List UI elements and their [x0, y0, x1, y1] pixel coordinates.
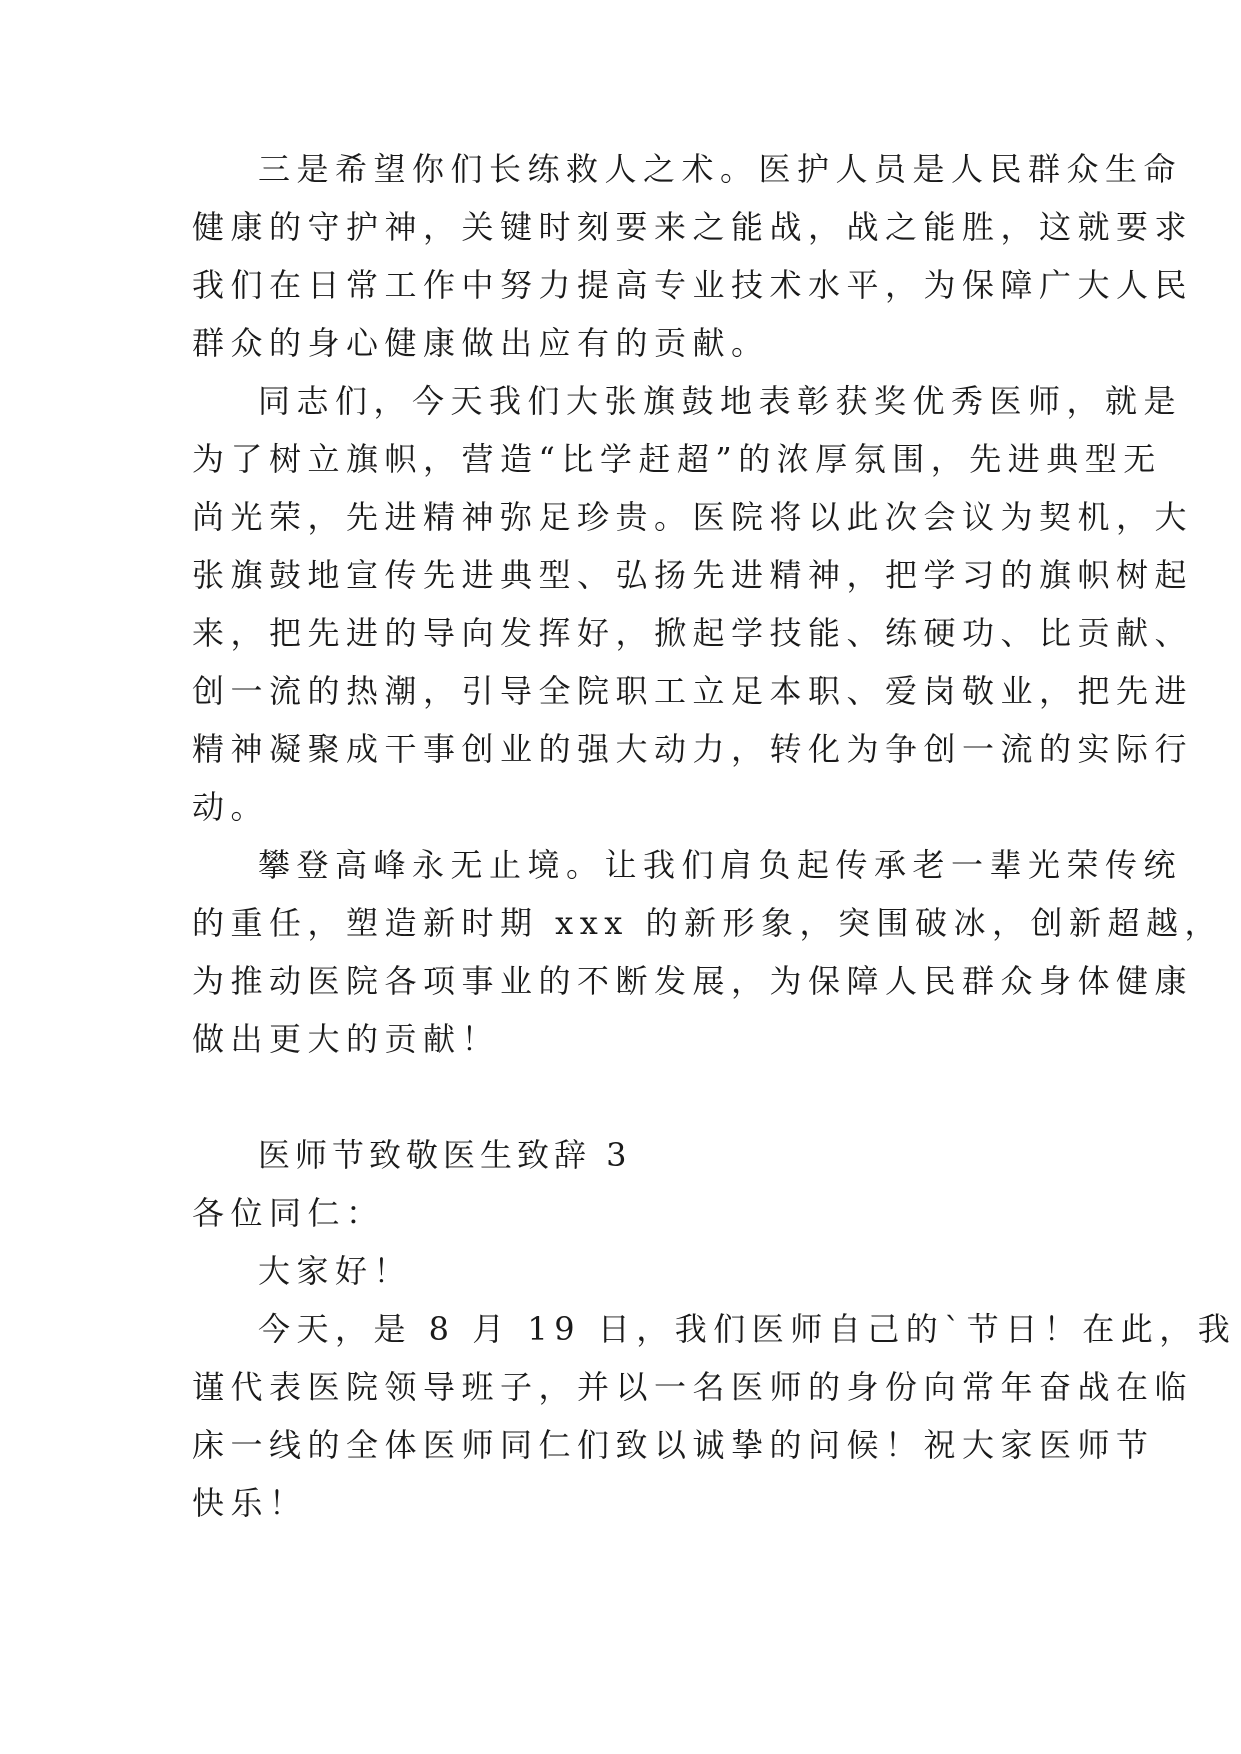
- paragraph-1-line-2: 健康的守护神，关键时刻要来之能战，战之能胜，这就要求: [192, 208, 1194, 246]
- greeting: 大家好！: [258, 1252, 413, 1290]
- paragraph-1-line-1: 三是希望你们长练救人之术。医护人员是人民群众生命: [258, 150, 1183, 188]
- paragraph-1-line-3: 我们在日常工作中努力提高专业技术水平，为保障广大人民: [192, 266, 1194, 304]
- paragraph-2-line-4: 张旗鼓地宣传先进典型、弘扬先进精神，把学习的旗帜树起: [192, 556, 1194, 594]
- paragraph-2-line-5: 来，把先进的导向发挥好，掀起学技能、练硬功、比贡献、: [192, 614, 1194, 652]
- paragraph-2-line-3: 尚光荣，先进精神弥足珍贵。医院将以此次会议为契机，大: [192, 498, 1194, 536]
- paragraph-2-line-2: 为了树立旗帜，营造“比学赶超”的浓厚氛围，先进典型无: [192, 440, 1162, 478]
- paragraph-2-line-6: 创一流的热潮，引导全院职工立足本职、爱岗敬业，把先进: [192, 672, 1194, 710]
- paragraph-3-line-1: 攀登高峰永无止境。让我们肩负起传承老一辈光荣传统: [258, 846, 1183, 884]
- paragraph-2-line-1: 同志们，今天我们大张旗鼓地表彰获奖优秀医师，就是: [258, 382, 1183, 420]
- paragraph-2-line-7: 精神凝聚成干事创业的强大动力，转化为争创一流的实际行: [192, 730, 1194, 768]
- paragraph-4-line-3: 床一线的全体医师同仁们致以诚挚的问候！祝大家医师节: [192, 1426, 1155, 1464]
- paragraph-4-line-4: 快乐！: [192, 1484, 308, 1522]
- paragraph-3-line-2: 的重任，塑造新时期 xxx 的新形象，突围破冰，创新超越，: [192, 904, 1223, 942]
- paragraph-2-line-8: 动。: [192, 788, 270, 826]
- paragraph-1-line-4: 群众的身心健康做出应有的贡献。: [192, 324, 770, 362]
- section-title: 医师节致敬医生致辞 3: [258, 1136, 632, 1174]
- paragraph-3-line-3: 为推动医院各项事业的不断发展，为保障人民群众身体健康: [192, 962, 1194, 1000]
- paragraph-4-line-2: 谨代表医院领导班子，并以一名医师的身份向常年奋战在临: [192, 1368, 1194, 1406]
- paragraph-3-line-4: 做出更大的贡献！: [192, 1020, 501, 1058]
- salutation: 各位同仁：: [192, 1194, 385, 1232]
- paragraph-4-line-1: 今天，是 8 月 19 日，我们医师自己的`节日！在此，我: [258, 1310, 1237, 1348]
